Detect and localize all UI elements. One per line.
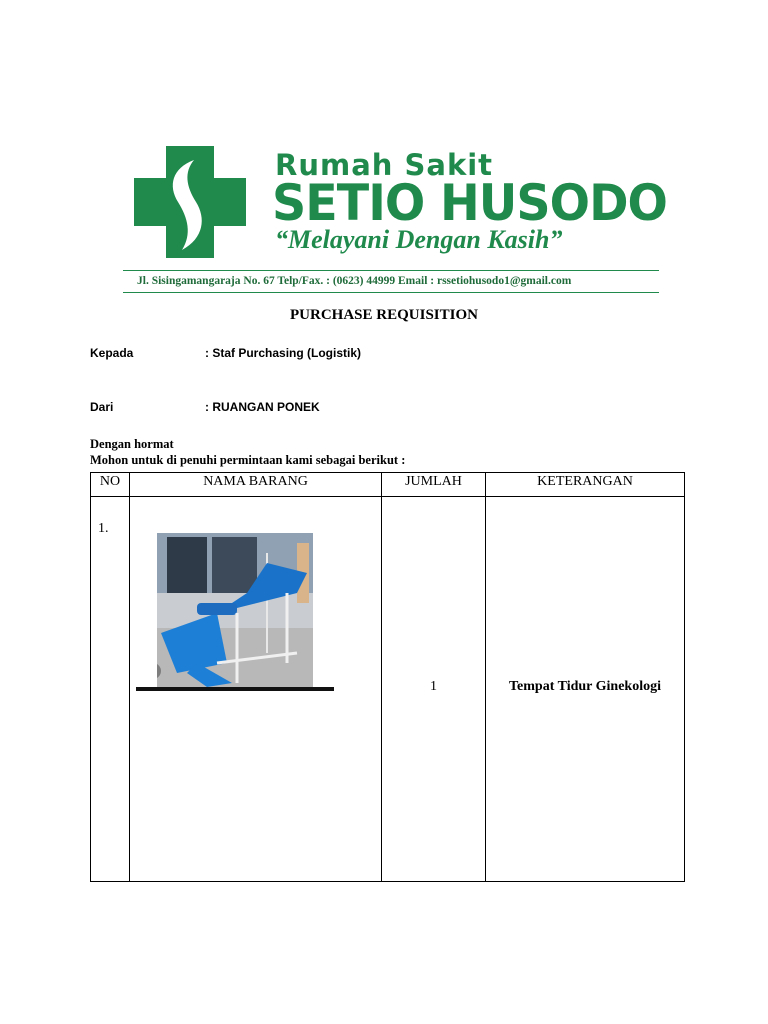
- from-value: : RUANGAN PONEK: [205, 400, 320, 414]
- requisition-table: [90, 472, 685, 882]
- cell-jumlah: [382, 497, 486, 882]
- table-header-row: [91, 473, 685, 497]
- description-value: Tempat Tidur Ginekologi: [509, 679, 661, 694]
- cell-nama-barang: [130, 497, 382, 882]
- hospital-cross-logo: [134, 146, 246, 258]
- letterhead: [134, 146, 667, 296]
- greeting-text: Dengan hormat: [90, 437, 174, 451]
- hospital-tagline: “Melayani Dengan Kasih”: [275, 225, 563, 254]
- cell-no: [91, 497, 130, 882]
- from-label: Dari: [90, 400, 114, 414]
- quantity-value: 1: [430, 679, 437, 694]
- to-value: : Staf Purchasing (Logistik): [205, 346, 362, 360]
- hospital-name-line1: Rumah Sakit: [275, 148, 494, 182]
- header-no: NO: [91, 473, 130, 497]
- cell-keterangan: [486, 497, 685, 882]
- request-text: Mohon untuk di penuhi permintaan kami sebagai berikut :: [90, 453, 406, 467]
- hospital-name-line2: SETIO HUSODO: [272, 174, 667, 232]
- header-keterangan: KETERANGAN: [486, 473, 685, 497]
- header-jumlah: JUMLAH: [382, 473, 486, 497]
- letterhead-rule-top: [123, 270, 659, 271]
- gynecology-bed-photo: [157, 533, 313, 687]
- letterhead-rule-bottom: [123, 292, 659, 293]
- hospital-address: Jl. Sisingamangaraja No. 67 Telp/Fax. : (0623) 44999 Email : rssetiohusodo1@gmail.com: [137, 275, 572, 287]
- to-label: Kepada: [90, 346, 134, 360]
- header-nama-barang: NAMA BARANG: [130, 473, 382, 497]
- row-number: 1.: [98, 521, 109, 536]
- image-underline: [136, 687, 334, 691]
- document-title: PURCHASE REQUISITION: [290, 307, 478, 323]
- table-row: [91, 497, 685, 882]
